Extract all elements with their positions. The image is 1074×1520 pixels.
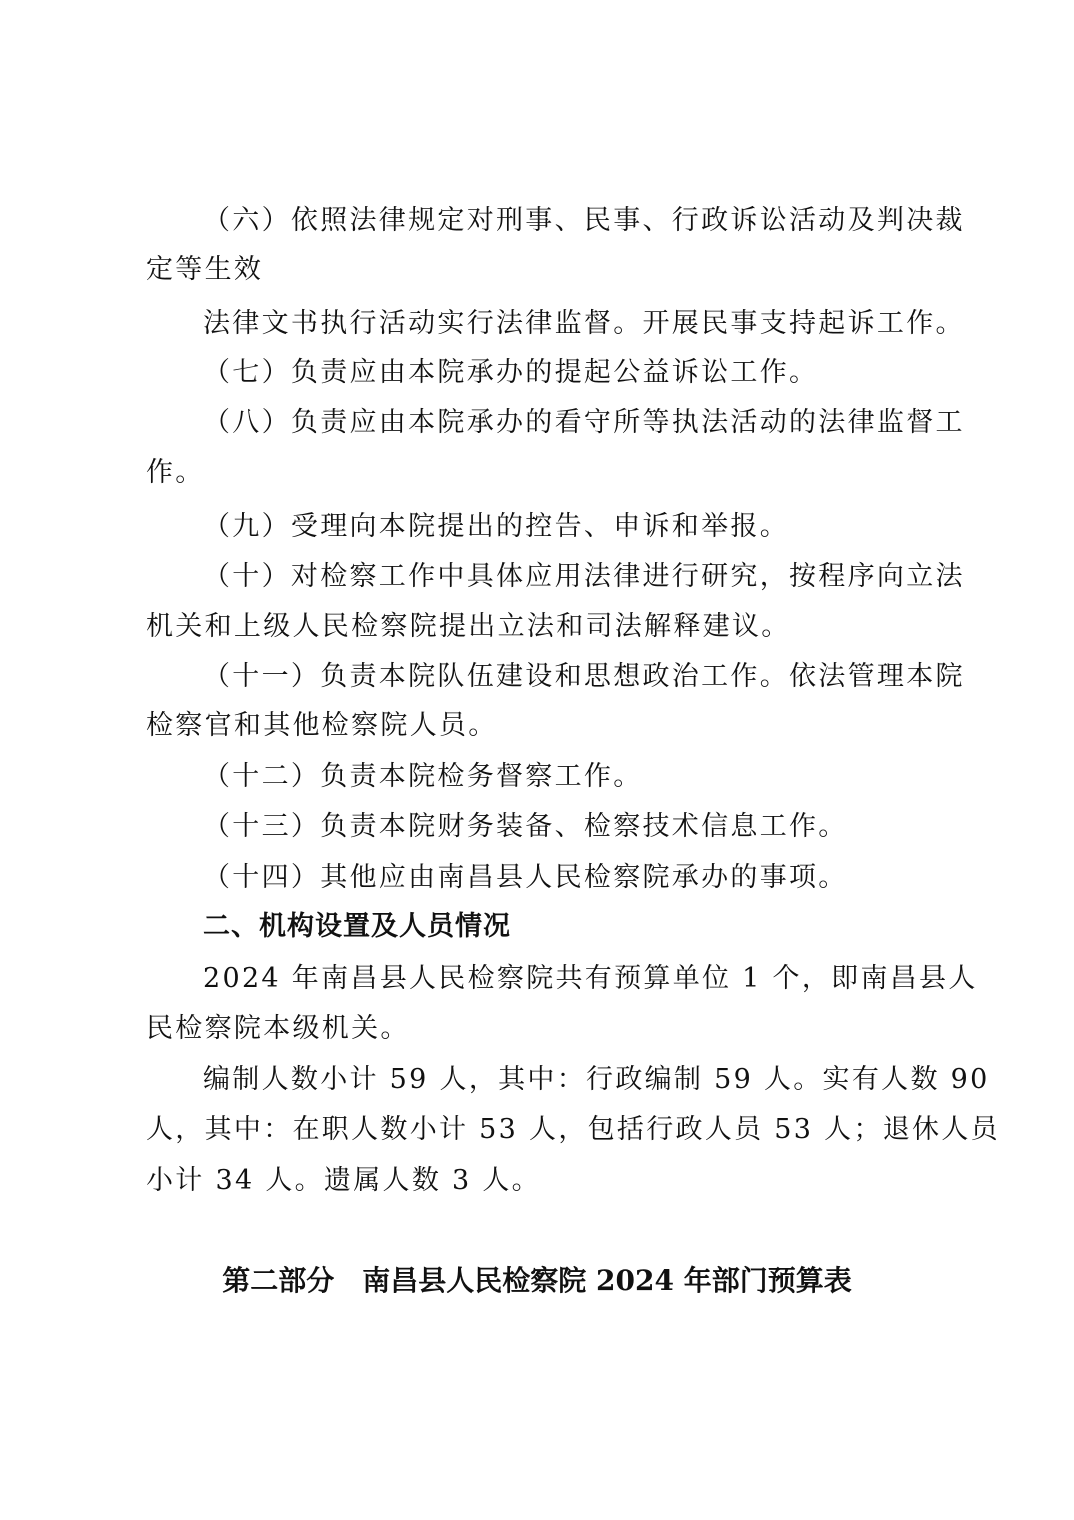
paragraph-line: （十四）其他应由南昌县人民检察院承办的事项。 [203, 862, 848, 893]
paragraph-line: 定等生效 [146, 254, 264, 285]
paragraph-line: （十）对检察工作中具体应用法律进行研究，按程序向立法 [203, 561, 965, 592]
paragraph-line: （十二）负责本院检务督察工作。 [203, 761, 643, 792]
paragraph-line: 编制人数小计 59 人，其中：行政编制 59 人。实有人数 90 [203, 1064, 990, 1095]
paragraph-line: 民检察院本级机关。 [146, 1013, 410, 1044]
paragraph-line: 法律文书执行活动实行法律监督。开展民事支持起诉工作。 [203, 308, 965, 339]
paragraph-line: 作。 [146, 457, 205, 488]
paragraph-line: （八）负责应由本院承办的看守所等执法活动的法律监督工 [203, 407, 965, 438]
part-title: 第二部分 南昌县人民检察院 2024 年部门预算表 [222, 1264, 852, 1297]
paragraph-line: 检察官和其他检察院人员。 [146, 710, 498, 741]
paragraph-line: 小计 34 人。遗属人数 3 人。 [146, 1165, 541, 1196]
paragraph-line: 机关和上级人民检察院提出立法和司法解释建议。 [146, 611, 791, 642]
paragraph-line: （六）依照法律规定对刑事、民事、行政诉讼活动及判决裁 [203, 205, 965, 236]
paragraph-line: （十三）负责本院财务装备、检察技术信息工作。 [203, 811, 848, 842]
paragraph-line: 人，其中：在职人数小计 53 人，包括行政人员 53 人；退休人员 [146, 1114, 1000, 1145]
paragraph-line: （七）负责应由本院承办的提起公益诉讼工作。 [203, 357, 819, 388]
section-heading: 二、机构设置及人员情况 [203, 911, 511, 942]
paragraph-line: 2024 年南昌县人民检察院共有预算单位 1 个，即南昌县人 [203, 963, 978, 994]
paragraph-line: （九）受理向本院提出的控告、申诉和举报。 [203, 511, 789, 542]
paragraph-line: （十一）负责本院队伍建设和思想政治工作。依法管理本院 [203, 661, 965, 692]
